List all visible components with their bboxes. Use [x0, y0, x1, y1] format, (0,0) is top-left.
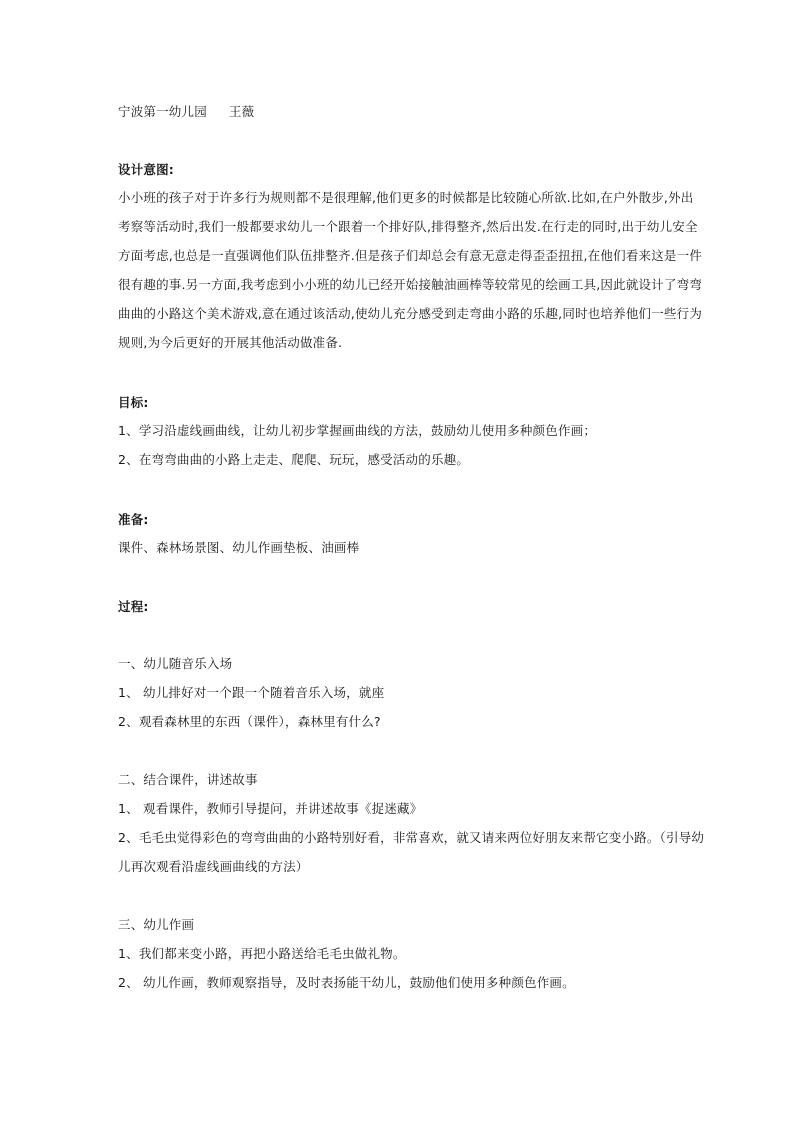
- design-intent-line: 很有趣的事.另一方面,我考虑到小小班的幼儿已经开始接触油画棒等较常见的绘画工具,因此就设计了弯弯: [118, 277, 703, 292]
- design-intent-heading: 设计意图:: [118, 162, 174, 177]
- design-intent-line: 规则,为今后更好的开展其他活动做准备.: [118, 335, 343, 350]
- process-step: 2、毛毛虫觉得彩色的弯弯曲曲的小路特别好看，非常喜欢，就又请来两位好朋友来帮它变小路。（引导幼: [118, 830, 705, 845]
- design-intent-line: 方面考虑,也总是一直强调他们队伍排整齐.但是孩子们却总会有意无意走得歪歪扭扭,在他们看来这是一件: [118, 248, 703, 263]
- process-step: 2、观看森林里的东西（课件），森林里有什么?: [118, 714, 381, 729]
- preparation-text: 课件、森林场景图、幼儿作画垫板、油画棒: [118, 540, 360, 555]
- header-line: [118, 103, 678, 121]
- goals-heading: 目标:: [118, 395, 149, 410]
- preparation-heading: 准备:: [118, 512, 149, 527]
- author-name: 王薇: [228, 104, 255, 119]
- design-intent-line: 考察等活动时,我们一般都要求幼儿一个跟着一个排好队,排得整齐,然后出发.在行走的同时,出于幼儿安全: [118, 219, 698, 234]
- process-section-title: 三、幼儿作画: [118, 917, 195, 932]
- goal-item: 1、学习沿虚线画曲线，让幼儿初步掌握画曲线的方法，鼓励幼儿使用多种颜色作画；: [118, 423, 597, 438]
- school-name: 宁波第一幼儿园: [118, 104, 207, 119]
- process-section-title: 二、结合课件，讲述故事: [118, 772, 258, 787]
- process-step: 1、我们都来变小路，再把小路送给毛毛虫做礼物。: [118, 946, 406, 961]
- process-section-title: 一、幼儿随音乐入场: [118, 656, 233, 671]
- goal-item: 2、在弯弯曲曲的小路上走走、爬爬、玩玩，感受活动的乐趣。: [118, 452, 470, 467]
- process-step: 儿再次观看沿虚线画曲线的方法）: [118, 859, 309, 874]
- process-step: 1、 观看课件，教师引导提问，并讲述故事《捉迷藏》: [118, 801, 423, 816]
- process-step: 2、 幼儿作画，教师观察指导，及时表扬能干幼儿，鼓励他们使用多种颜色作画。: [118, 975, 575, 990]
- process-heading: 过程:: [118, 599, 149, 614]
- design-intent-line: 小小班的孩子对于许多行为规则都不是很理解,他们更多的时候都是比较随心所欲.比如,在户外散步,外出: [118, 190, 694, 205]
- design-intent-line: 曲曲的小路这个美术游戏,意在通过该活动,使幼儿充分感受到走弯曲小路的乐趣,同时也培养他们一些行为: [118, 306, 703, 321]
- process-step: 1、 幼儿排好对一个跟一个随着音乐入场，就座: [118, 685, 385, 700]
